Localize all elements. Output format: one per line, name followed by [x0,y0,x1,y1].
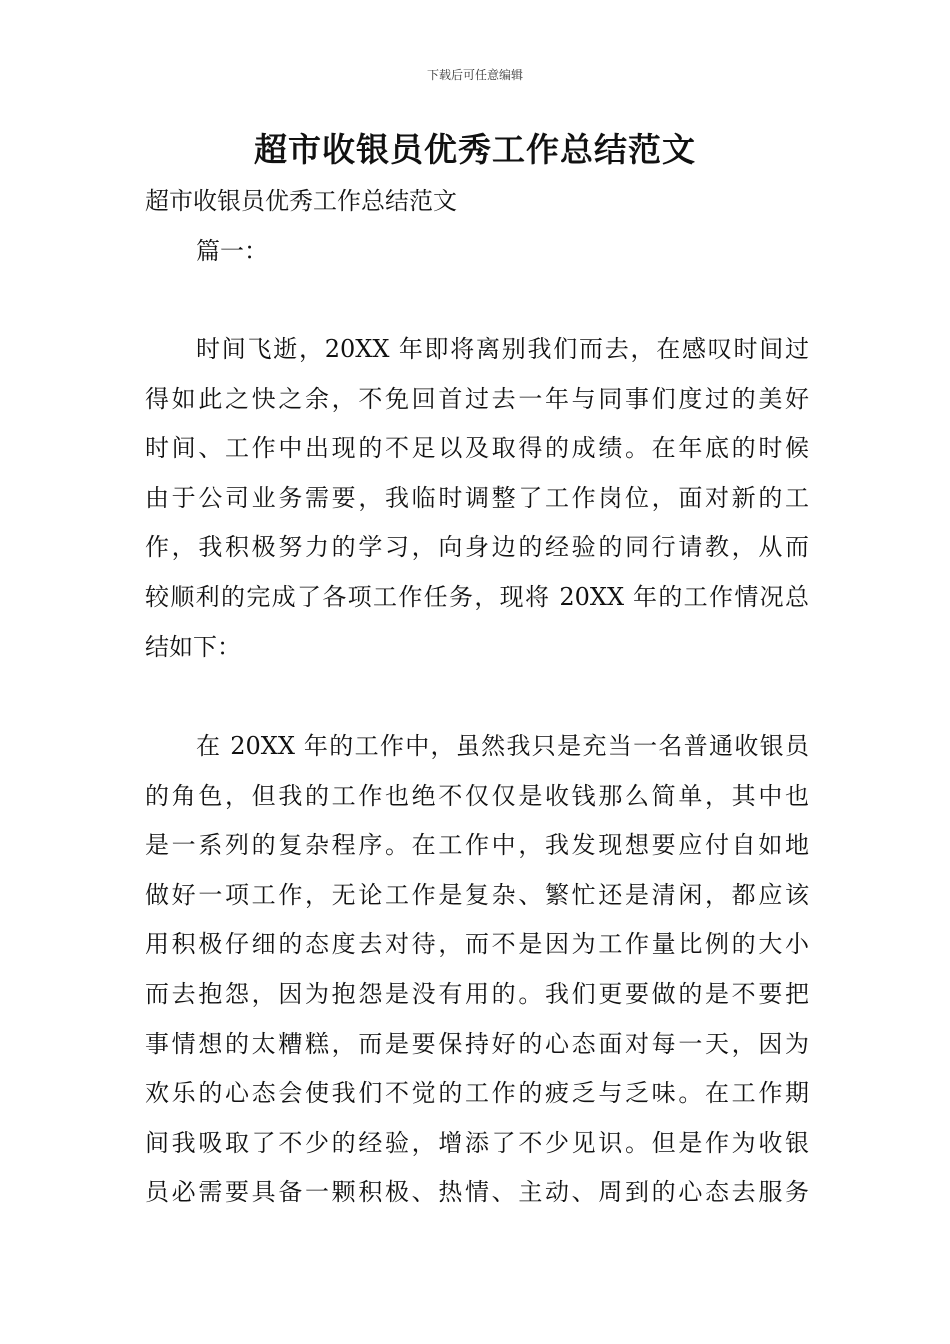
paragraph-line: 员必需要具备一颗积极、热情、主动、周到的心态去服务 [145,1178,809,1207]
paragraph-1 [145,325,809,672]
paragraph-line: 欢乐的心态会使我们不觉的工作的疲乏与乏味。在工作期 [145,1079,809,1108]
paragraph-line: 时间飞逝，20XX 年即将离别我们而去，在感叹时间过 [196,335,809,363]
paragraph-line: 由于公司业务需要，我临时调整了工作岗位，面对新的工 [145,483,809,512]
paragraph-line: 是一系列的复杂程序。在工作中，我发现想要应付自如地 [145,831,809,860]
paragraph-line: 时间、工作中出现的不足以及取得的成绩。在年底的时候 [145,434,809,463]
paragraph-line: 结如下： [145,632,241,661]
paragraph-line: 较顺利的完成了各项工作任务，现将 20XX 年的工作情况总 [145,582,809,611]
paragraph-2 [145,722,809,1218]
paragraph-line: 而去抱怨，因为抱怨是没有用的。我们更要做的是不要把 [145,979,809,1008]
header-note: 下载后可任意编辑 [426,68,523,82]
paragraph-line: 的角色，但我的工作也绝不仅仅是收钱那么简单，其中也 [145,781,809,810]
paragraph-line: 事情想的太糟糕，而是要保持好的心态面对每一天，因为 [145,1029,809,1058]
section-label: 篇一： [196,237,268,265]
paragraph-line: 作，我积极努力的学习，向身边的经验的同行请教，从而 [145,533,809,562]
paragraph-line: 做好一项工作，无论工作是复杂、繁忙还是清闲，都应该 [145,880,809,909]
document-subtitle: 超市收银员优秀工作总结范文 [145,187,457,215]
paragraph-line: 在 20XX 年的工作中，虽然我只是充当一名普通收银员 [196,732,809,760]
paragraph-line: 间我吸取了不少的经验，增添了不少见识。但是作为收银 [145,1128,809,1157]
paragraph-line: 用积极仔细的态度去对待，而不是因为工作量比例的大小 [145,930,809,959]
paragraph-line: 得如此之快之余，不免回首过去一年与同事们度过的美好 [145,384,809,413]
document-title: 超市收银员优秀工作总结范文 [254,130,696,169]
